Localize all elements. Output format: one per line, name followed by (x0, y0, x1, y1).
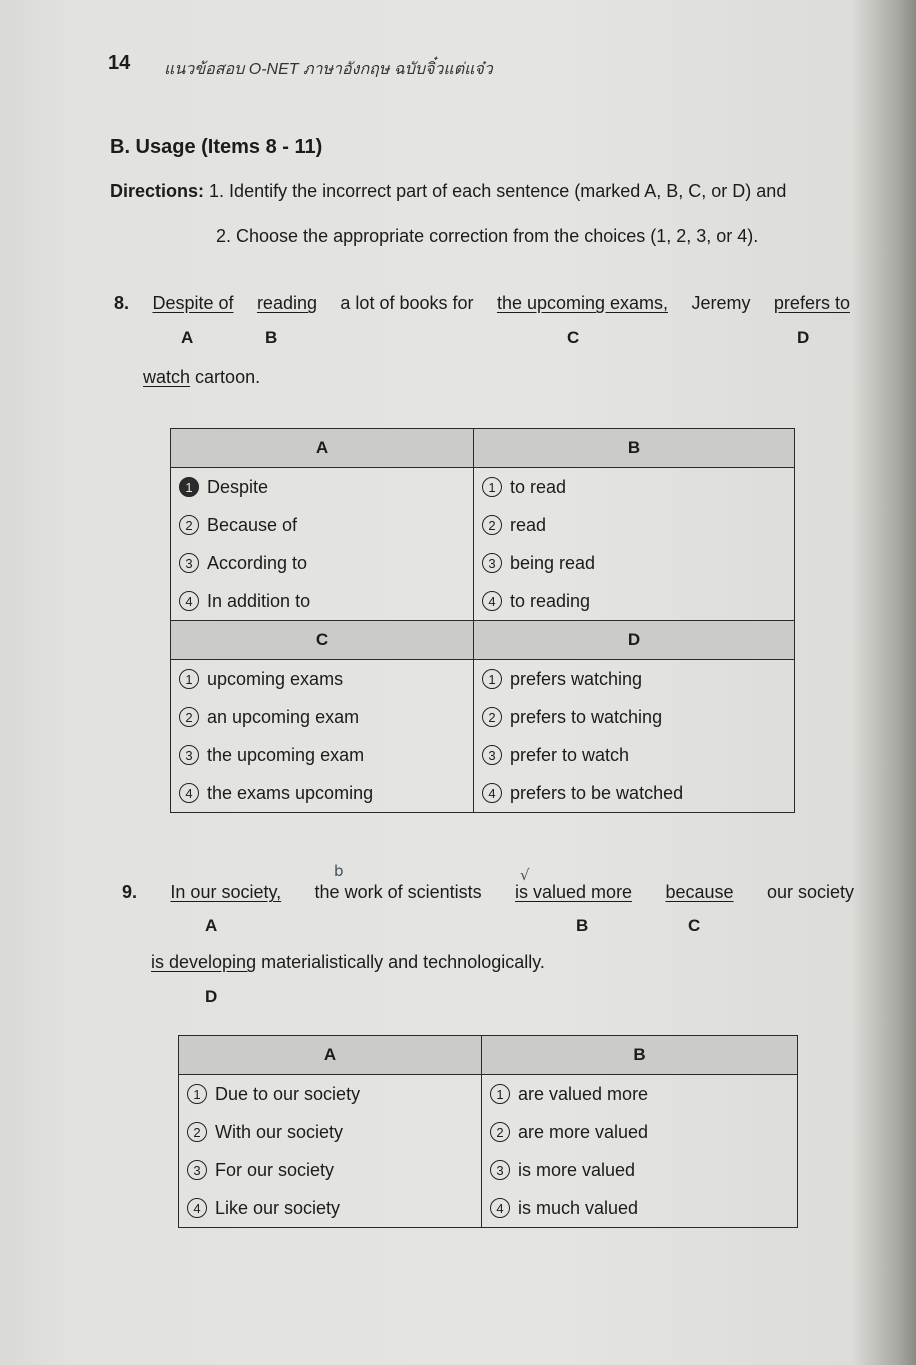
circled-number: 4 (187, 1198, 207, 1218)
q8-d-option-2[interactable]: 2 prefers to watching (474, 698, 794, 736)
q9-a-option-3[interactable]: 3 For our society (179, 1151, 481, 1189)
q8-text-1: a lot of books for (340, 293, 474, 313)
q9-text-1: the work of scientists (314, 882, 482, 902)
q8-col-b (474, 468, 795, 621)
directions-line-1 (110, 181, 786, 202)
q8-c-option-4[interactable]: 4 the exams upcoming (171, 774, 473, 812)
q8-col-a (171, 468, 474, 621)
q8-a-option-1[interactable]: 1 Despite (171, 468, 473, 506)
circled-number: 4 (179, 783, 199, 803)
q8-text-2: Jeremy (691, 293, 751, 313)
q9-label-b: B (576, 916, 589, 935)
circled-number: 2 (187, 1122, 207, 1142)
page-number: 14 (108, 52, 131, 74)
q9-a-option-4[interactable]: 4 Like our society (179, 1189, 481, 1227)
q8-part-a: Despite of (152, 293, 234, 313)
q9-text-3: materialistically and technologically. (261, 952, 545, 972)
q8-b-option-3[interactable]: 3 being read (474, 544, 794, 582)
q9-head-b: B (482, 1036, 798, 1075)
circled-number: 3 (179, 553, 199, 573)
q9-b-option-2[interactable]: 2 are more valued (482, 1113, 797, 1151)
q8-text-3: cartoon. (195, 367, 261, 387)
q8-a-option-2[interactable]: 2 Because of (171, 506, 473, 544)
q9-sentence-line-1 (122, 882, 854, 903)
section-title: B. Usage (Items 8 - 11) (110, 136, 323, 158)
circled-number: 1 (490, 1084, 510, 1104)
q9-part-d: is developing (151, 952, 257, 972)
circled-number: 3 (482, 553, 502, 573)
q8-choices-table (170, 428, 795, 813)
circled-number: 4 (482, 591, 502, 611)
circled-number: 3 (187, 1160, 207, 1180)
q9-check-mark: √ (520, 866, 530, 884)
q8-d-option-3[interactable]: 3 prefer to watch (474, 736, 794, 774)
q9-b-option-3[interactable]: 3 is more valued (482, 1151, 797, 1189)
circled-number: 3 (490, 1160, 510, 1180)
q9-label-a: A (205, 916, 218, 935)
directions-label: Directions: (110, 181, 205, 201)
q8-d-option-4[interactable]: 4 prefers to be watched (474, 774, 794, 812)
q8-label-d: D (797, 328, 810, 347)
q9-b-option-1[interactable]: 1 are valued more (482, 1075, 797, 1113)
book-title: แนวข้อสอบ O-NET ภาษาอังกฤษ ฉบับจิ๋วแต่แจ๋ว (164, 61, 493, 78)
q9-part-b: is valued more (515, 882, 633, 902)
circled-number: 2 (490, 1122, 510, 1142)
q9-text-2: our society (766, 882, 854, 902)
q9-label-d: D (205, 987, 218, 1006)
circled-number: 3 (482, 745, 502, 765)
q8-label-b: B (265, 328, 278, 347)
q9-choices-table (178, 1035, 798, 1228)
q8-part-d-continued: watch (143, 367, 191, 387)
q9-b-option-4[interactable]: 4 is much valued (482, 1189, 797, 1227)
circled-number: 2 (179, 707, 199, 727)
circled-number: 3 (179, 745, 199, 765)
q8-head-b: B (474, 429, 795, 468)
q9-head-a: A (179, 1036, 482, 1075)
q8-d-option-1[interactable]: 1 prefers watching (474, 660, 794, 698)
circled-number: 2 (179, 515, 199, 535)
circled-number: 1 (482, 477, 502, 497)
q8-col-d (474, 660, 795, 813)
q9-sentence-line-2 (151, 952, 545, 973)
q8-number: 8. (114, 293, 130, 313)
q9-a-option-1[interactable]: 1 Due to our society (179, 1075, 481, 1113)
q8-part-c: the upcoming exams, (496, 293, 669, 313)
q9-pen-mark: b (334, 862, 344, 880)
circled-number: 1 (482, 669, 502, 689)
q8-a-option-3[interactable]: 3 According to (171, 544, 473, 582)
q9-col-a (179, 1075, 482, 1228)
q8-a-option-4[interactable]: 4 In addition to (171, 582, 473, 620)
q9-number: 9. (122, 882, 138, 902)
q9-a-option-2[interactable]: 2 With our society (179, 1113, 481, 1151)
q9-part-a: In our society, (170, 882, 282, 902)
q9-col-b (482, 1075, 798, 1228)
direction-1: 1. Identify the incorrect part of each sentence (marked A, B, C, or D) and (209, 181, 787, 201)
circled-number: 1 (179, 477, 199, 497)
q8-label-c: C (567, 328, 580, 347)
circled-number: 1 (187, 1084, 207, 1104)
circled-number: 2 (482, 707, 502, 727)
q8-part-d: prefers to (773, 293, 850, 313)
q8-head-c: C (171, 621, 474, 660)
circled-number: 2 (482, 515, 502, 535)
q8-sentence-line-2 (143, 367, 260, 388)
circled-number: 4 (179, 591, 199, 611)
q8-head-a: A (171, 429, 474, 468)
q8-c-option-1[interactable]: 1 upcoming exams (171, 660, 473, 698)
q8-c-option-3[interactable]: 3 the upcoming exam (171, 736, 473, 774)
q8-col-c (171, 660, 474, 813)
q8-c-option-2[interactable]: 2 an upcoming exam (171, 698, 473, 736)
q8-b-option-2[interactable]: 2 read (474, 506, 794, 544)
q8-b-option-4[interactable]: 4 to reading (474, 582, 794, 620)
q9-label-c: C (688, 916, 701, 935)
circled-number: 1 (179, 669, 199, 689)
q8-head-d: D (474, 621, 795, 660)
q8-part-b: reading (256, 293, 317, 313)
direction-2: 2. Choose the appropriate correction from the choices (1, 2, 3, or 4). (216, 226, 759, 246)
q8-label-a: A (181, 328, 194, 347)
q9-part-c: because (665, 882, 734, 902)
circled-number: 4 (490, 1198, 510, 1218)
circled-number: 4 (482, 783, 502, 803)
q8-b-option-1[interactable]: 1 to read (474, 468, 794, 506)
q8-sentence-line-1 (114, 293, 850, 314)
